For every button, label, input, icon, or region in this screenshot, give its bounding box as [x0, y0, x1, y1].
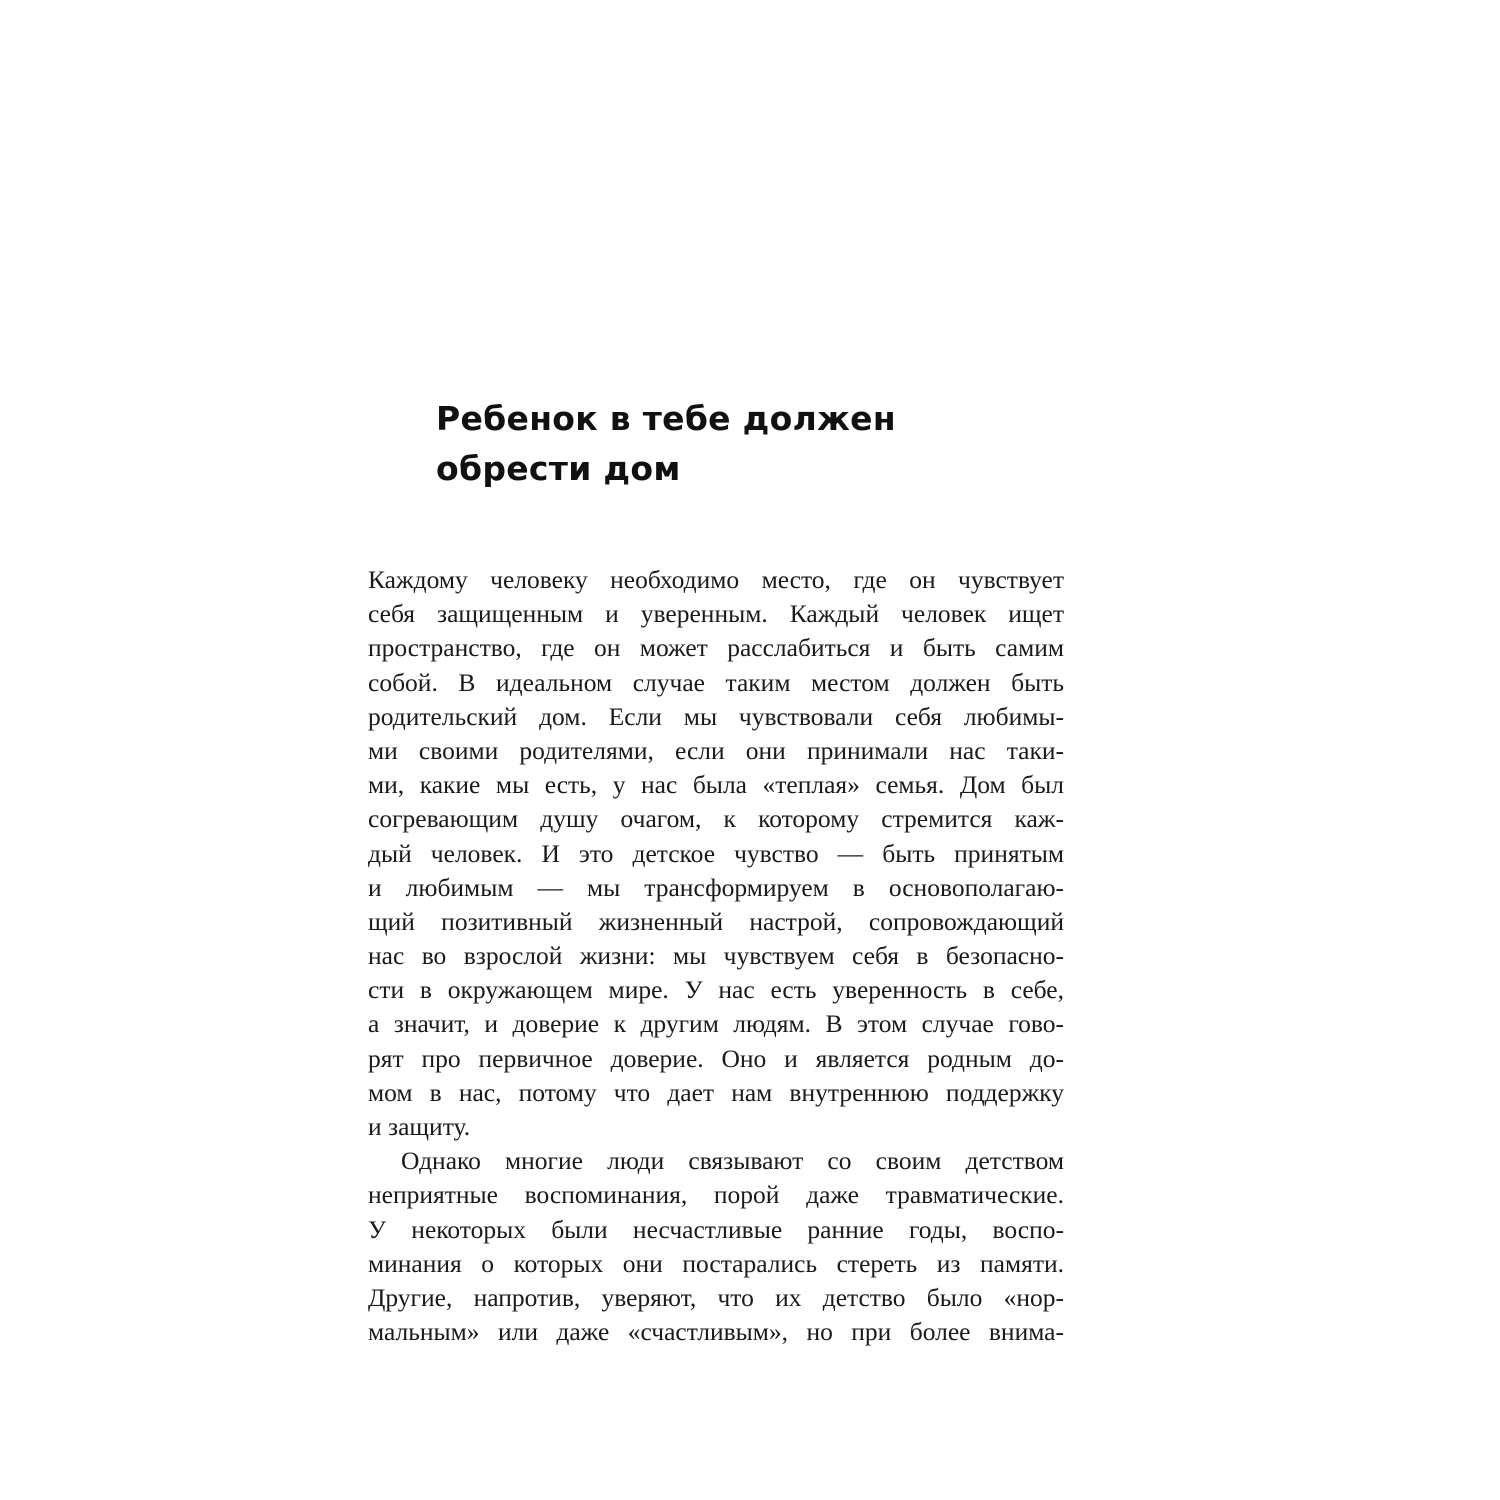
text-line: пространство, где он может расслабиться и быть самим [368, 633, 1064, 663]
text-line: собой. В идеальном случае таким местом должен быть [368, 667, 1064, 697]
paragraph-1 [368, 563, 1064, 1144]
text-line: ми своими родителями, если они принимали нас таки- [368, 735, 1064, 765]
body-text [368, 563, 1064, 1349]
text-line: согревающим душу очагом, к которому стремится каж- [368, 804, 1064, 834]
text-line: Однако многие люди связывают со своим детством [401, 1146, 1064, 1176]
chapter-title [436, 394, 996, 494]
text-line: рят про первичное доверие. Оно и является родным до- [368, 1043, 1064, 1073]
text-line: и любимым — мы трансформируем в основополагаю- [368, 872, 1064, 902]
text-line: щий позитивный жизненный настрой, сопровождающий [368, 906, 1064, 936]
text-line: У некоторых были несчастливые ранние годы, воспо- [368, 1214, 1064, 1244]
text-line: Каждому человеку необходимо место, где он чувствует [368, 565, 1064, 594]
text-line: а значит, и доверие к другим людям. В этом случае гово- [368, 1009, 1064, 1039]
text-line: Другие, напротив, уверяют, что их детство было «нор- [368, 1282, 1064, 1312]
chapter-title-line-1: Ребенок в тебе должен [436, 399, 896, 438]
text-line: и защиту. [368, 1112, 471, 1141]
text-line: неприятные воспоминания, порой даже травматические. [368, 1180, 1064, 1210]
text-line: мальным» или даже «счастливым», но при более внима- [368, 1317, 1064, 1347]
text-line: нас во взрослой жизни: мы чувствуем себя в безопасно- [368, 941, 1064, 971]
text-line: сти в окружающем мире. У нас есть уверенность в себе, [368, 975, 1064, 1005]
text-line: себя защищенным и уверенным. Каждый человек ищет [368, 599, 1064, 629]
text-line: дый человек. И это детское чувство — быть принятым [368, 838, 1064, 868]
text-line: мом в нас, потому что дает нам внутреннюю поддержку [368, 1077, 1064, 1107]
chapter-title-line-2: обрести дом [436, 449, 681, 488]
paragraph-2 [368, 1144, 1064, 1349]
text-line: минания о которых они постарались стереть из памяти. [368, 1248, 1064, 1278]
text-line: родительский дом. Если мы чувствовали себя любимы- [368, 701, 1064, 731]
text-line: ми, какие мы есть, у нас была «теплая» семья. Дом был [368, 770, 1064, 800]
